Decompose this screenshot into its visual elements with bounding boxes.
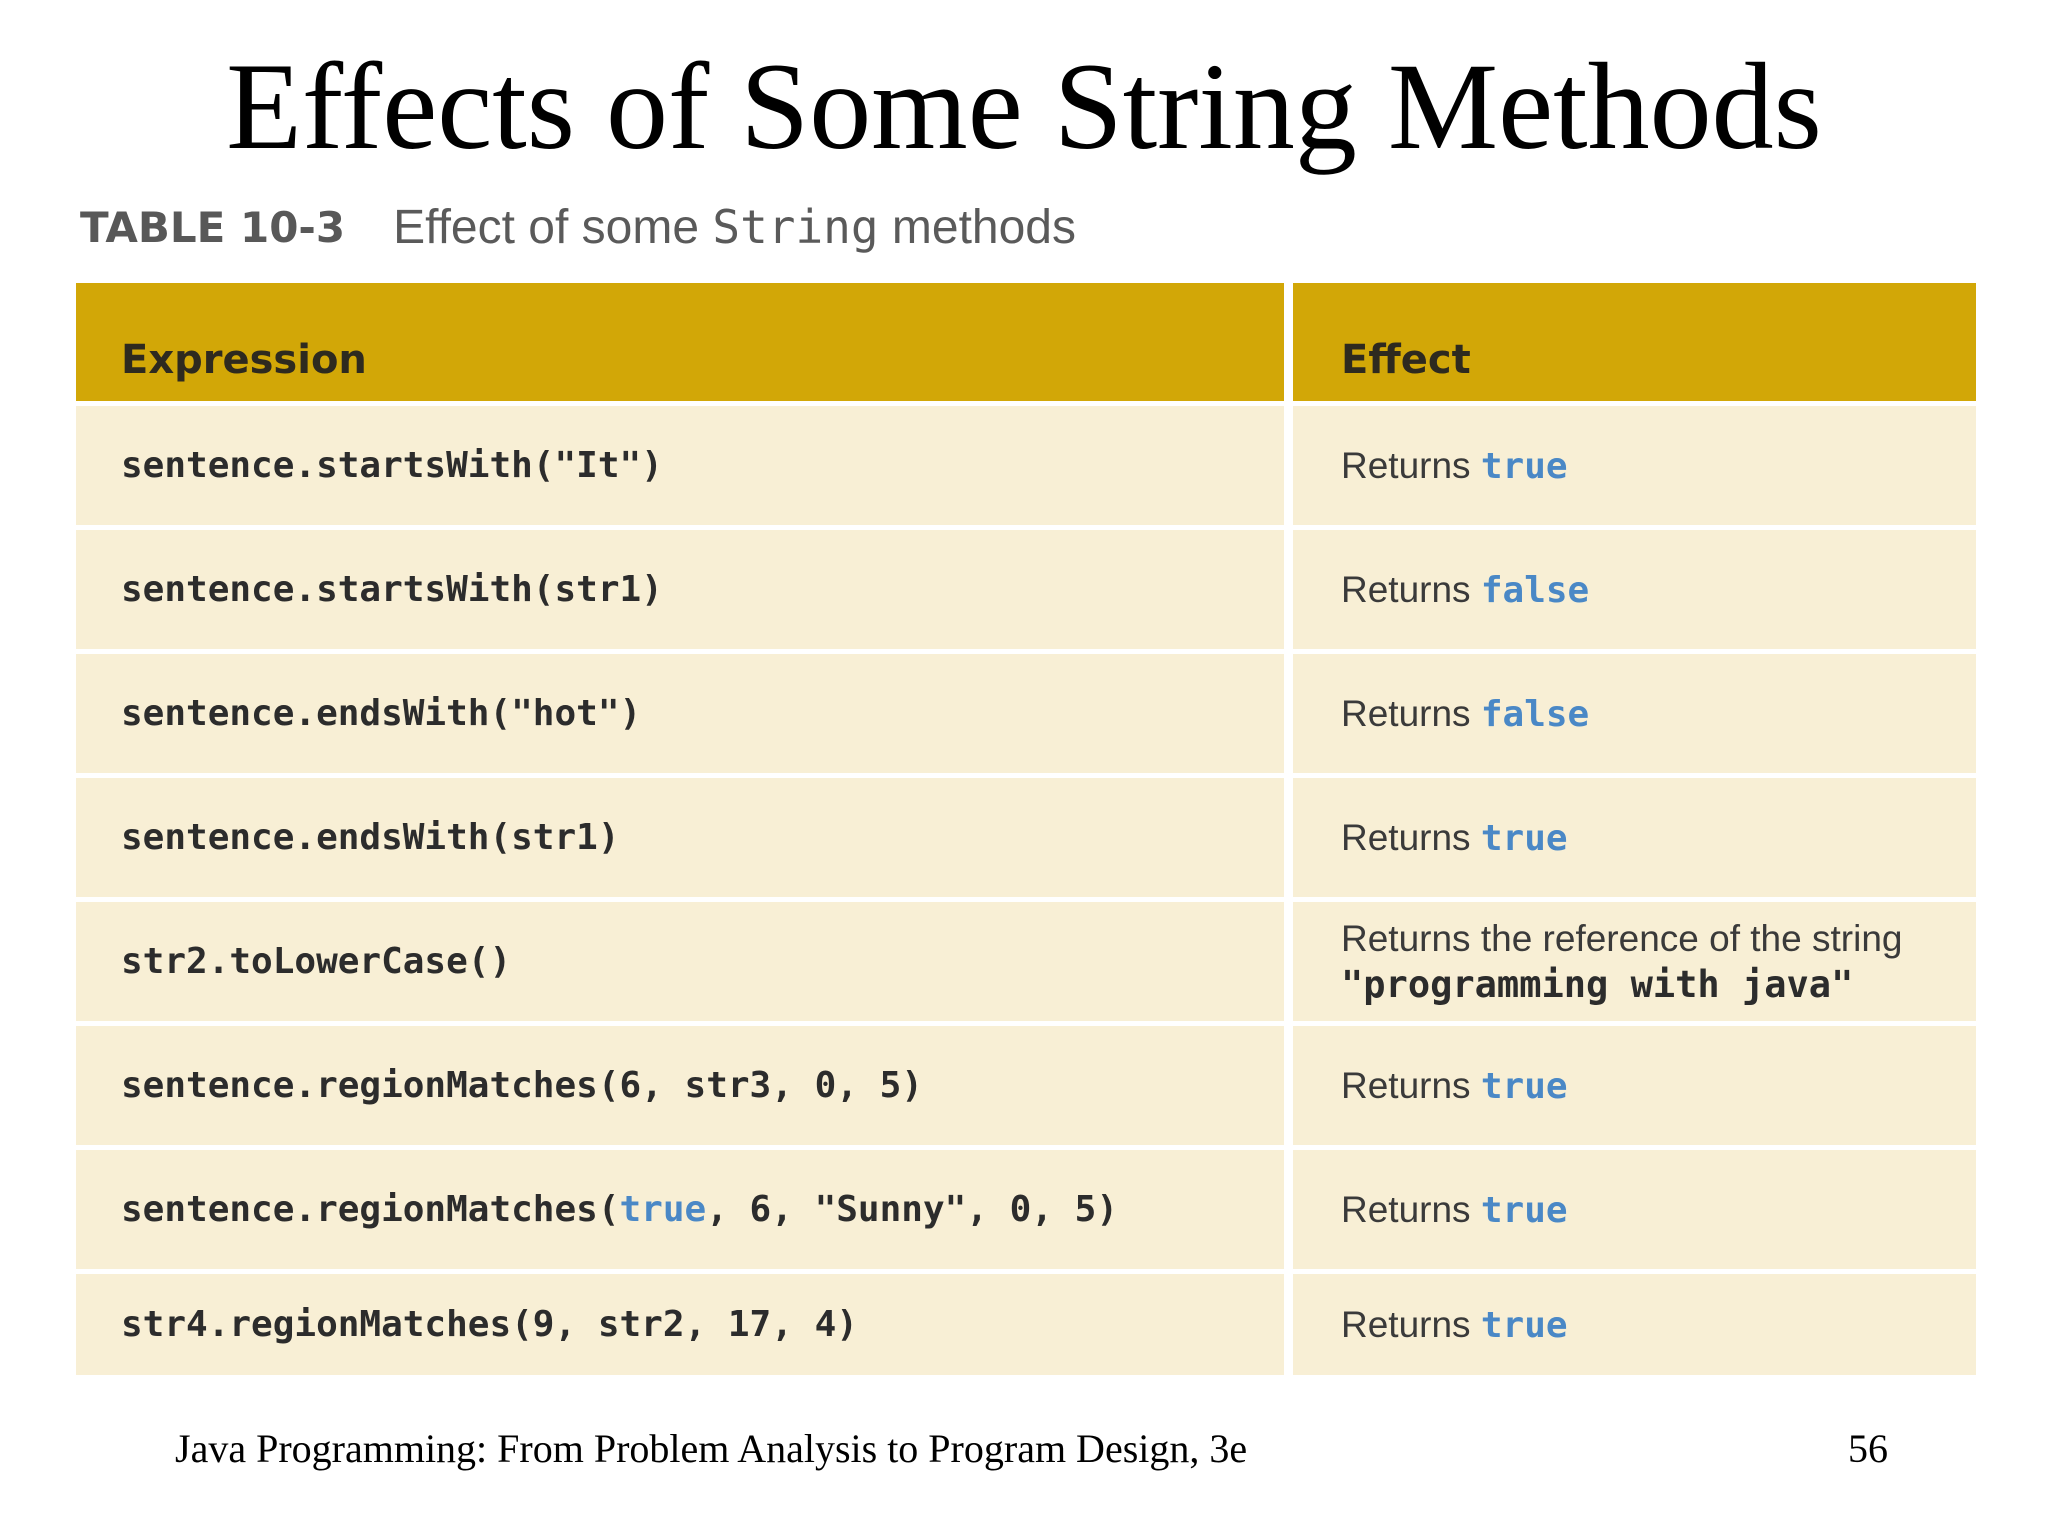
footer-page-number: 56	[1848, 1426, 1888, 1471]
expression-cell	[76, 1150, 1284, 1269]
effect-prefix: Returns	[1341, 816, 1471, 858]
caption-code: String	[712, 199, 879, 254]
table-row	[76, 530, 1976, 649]
effect-prefix: Returns	[1341, 1064, 1471, 1106]
effect-text: Returns the reference of the string	[1341, 917, 1903, 959]
table-row	[76, 1150, 1976, 1269]
effect-string-literal: "programming with java"	[1341, 962, 1854, 1006]
effect-description	[1341, 817, 1568, 859]
effect-prefix: Returns	[1341, 1303, 1471, 1345]
expression-cell	[76, 1274, 1284, 1375]
code-segment: , 6, "Sunny", 0, 5)	[706, 1189, 1119, 1230]
effect-prefix: Returns	[1341, 444, 1471, 486]
effect-boolean-value: true	[1480, 817, 1568, 859]
code-segment: sentence.startsWith(str1)	[121, 569, 663, 610]
effect-prefix: Returns	[1341, 692, 1471, 734]
code-segment: str2.toLowerCase()	[121, 941, 512, 982]
effect-cell	[1293, 902, 1976, 1021]
slide-title: Effects of Some String Methods	[226, 38, 1822, 175]
effect-boolean-value: true	[1480, 1065, 1568, 1107]
effect-boolean-value: true	[1480, 1304, 1568, 1346]
expression-cell	[76, 1026, 1284, 1145]
code-segment: sentence.regionMatches(	[121, 1189, 620, 1230]
expression-code	[121, 941, 511, 982]
effect-cell	[1293, 778, 1976, 897]
table-header-row	[76, 283, 1976, 401]
expression-code	[121, 1065, 923, 1106]
effect-boolean-value: false	[1480, 569, 1590, 611]
expression-code	[121, 1304, 858, 1345]
table-body	[76, 406, 1976, 1375]
expression-cell	[76, 778, 1284, 897]
string-methods-table	[76, 283, 1976, 1375]
effect-description	[1341, 1189, 1568, 1231]
effect-cell	[1293, 530, 1976, 649]
table-caption	[80, 192, 1076, 262]
table-row	[76, 1274, 1976, 1375]
caption-text-after: methods	[891, 200, 1076, 254]
table-row	[76, 406, 1976, 525]
expression-code	[121, 817, 620, 858]
table-row	[76, 1026, 1976, 1145]
expression-code	[121, 1189, 1118, 1230]
expression-cell	[76, 530, 1284, 649]
code-segment: sentence.regionMatches(6, str3, 0, 5)	[121, 1065, 923, 1106]
code-segment: str4.regionMatches(9, str2, 17, 4)	[121, 1304, 858, 1345]
footer-book-title: Java Programming: From Problem Analysis to Program Design, 3e	[175, 1426, 1248, 1471]
caption-text-before: Effect of some	[393, 200, 700, 254]
table-caption-text	[393, 200, 1076, 255]
effect-description	[1341, 693, 1589, 735]
expression-code	[121, 569, 663, 610]
table-row	[76, 778, 1976, 897]
header-cell-expression	[76, 283, 1284, 401]
effect-description	[1341, 445, 1568, 487]
effect-cell	[1293, 1026, 1976, 1145]
expression-cell	[76, 406, 1284, 525]
expression-cell	[76, 902, 1284, 1021]
table-number: TABLE 10-3	[80, 202, 346, 252]
effect-description	[1341, 569, 1589, 611]
expression-code	[121, 445, 663, 486]
effect-description	[1341, 1065, 1568, 1107]
header-effect: Effect	[1341, 337, 1471, 383]
effect-boolean-value: true	[1480, 1189, 1568, 1231]
expression-code	[121, 693, 641, 734]
code-segment: sentence.startsWith("It")	[121, 445, 663, 486]
effect-boolean-value: true	[1480, 445, 1568, 487]
code-keyword: true	[619, 1189, 707, 1230]
table-row	[76, 902, 1976, 1021]
code-segment: sentence.endsWith("hot")	[121, 693, 642, 734]
table-row	[76, 654, 1976, 773]
effect-cell	[1293, 1274, 1976, 1375]
effect-cell	[1293, 654, 1976, 773]
effect-description	[1341, 916, 1902, 1008]
effect-boolean-value: false	[1480, 693, 1590, 735]
header-expression: Expression	[121, 337, 367, 383]
code-segment: sentence.endsWith(str1)	[121, 817, 620, 858]
effect-prefix: Returns	[1341, 568, 1471, 610]
effect-prefix: Returns	[1341, 1188, 1471, 1230]
effect-cell	[1293, 1150, 1976, 1269]
expression-cell	[76, 654, 1284, 773]
effect-description	[1341, 1304, 1568, 1346]
effect-cell	[1293, 406, 1976, 525]
header-cell-effect	[1293, 283, 1976, 401]
